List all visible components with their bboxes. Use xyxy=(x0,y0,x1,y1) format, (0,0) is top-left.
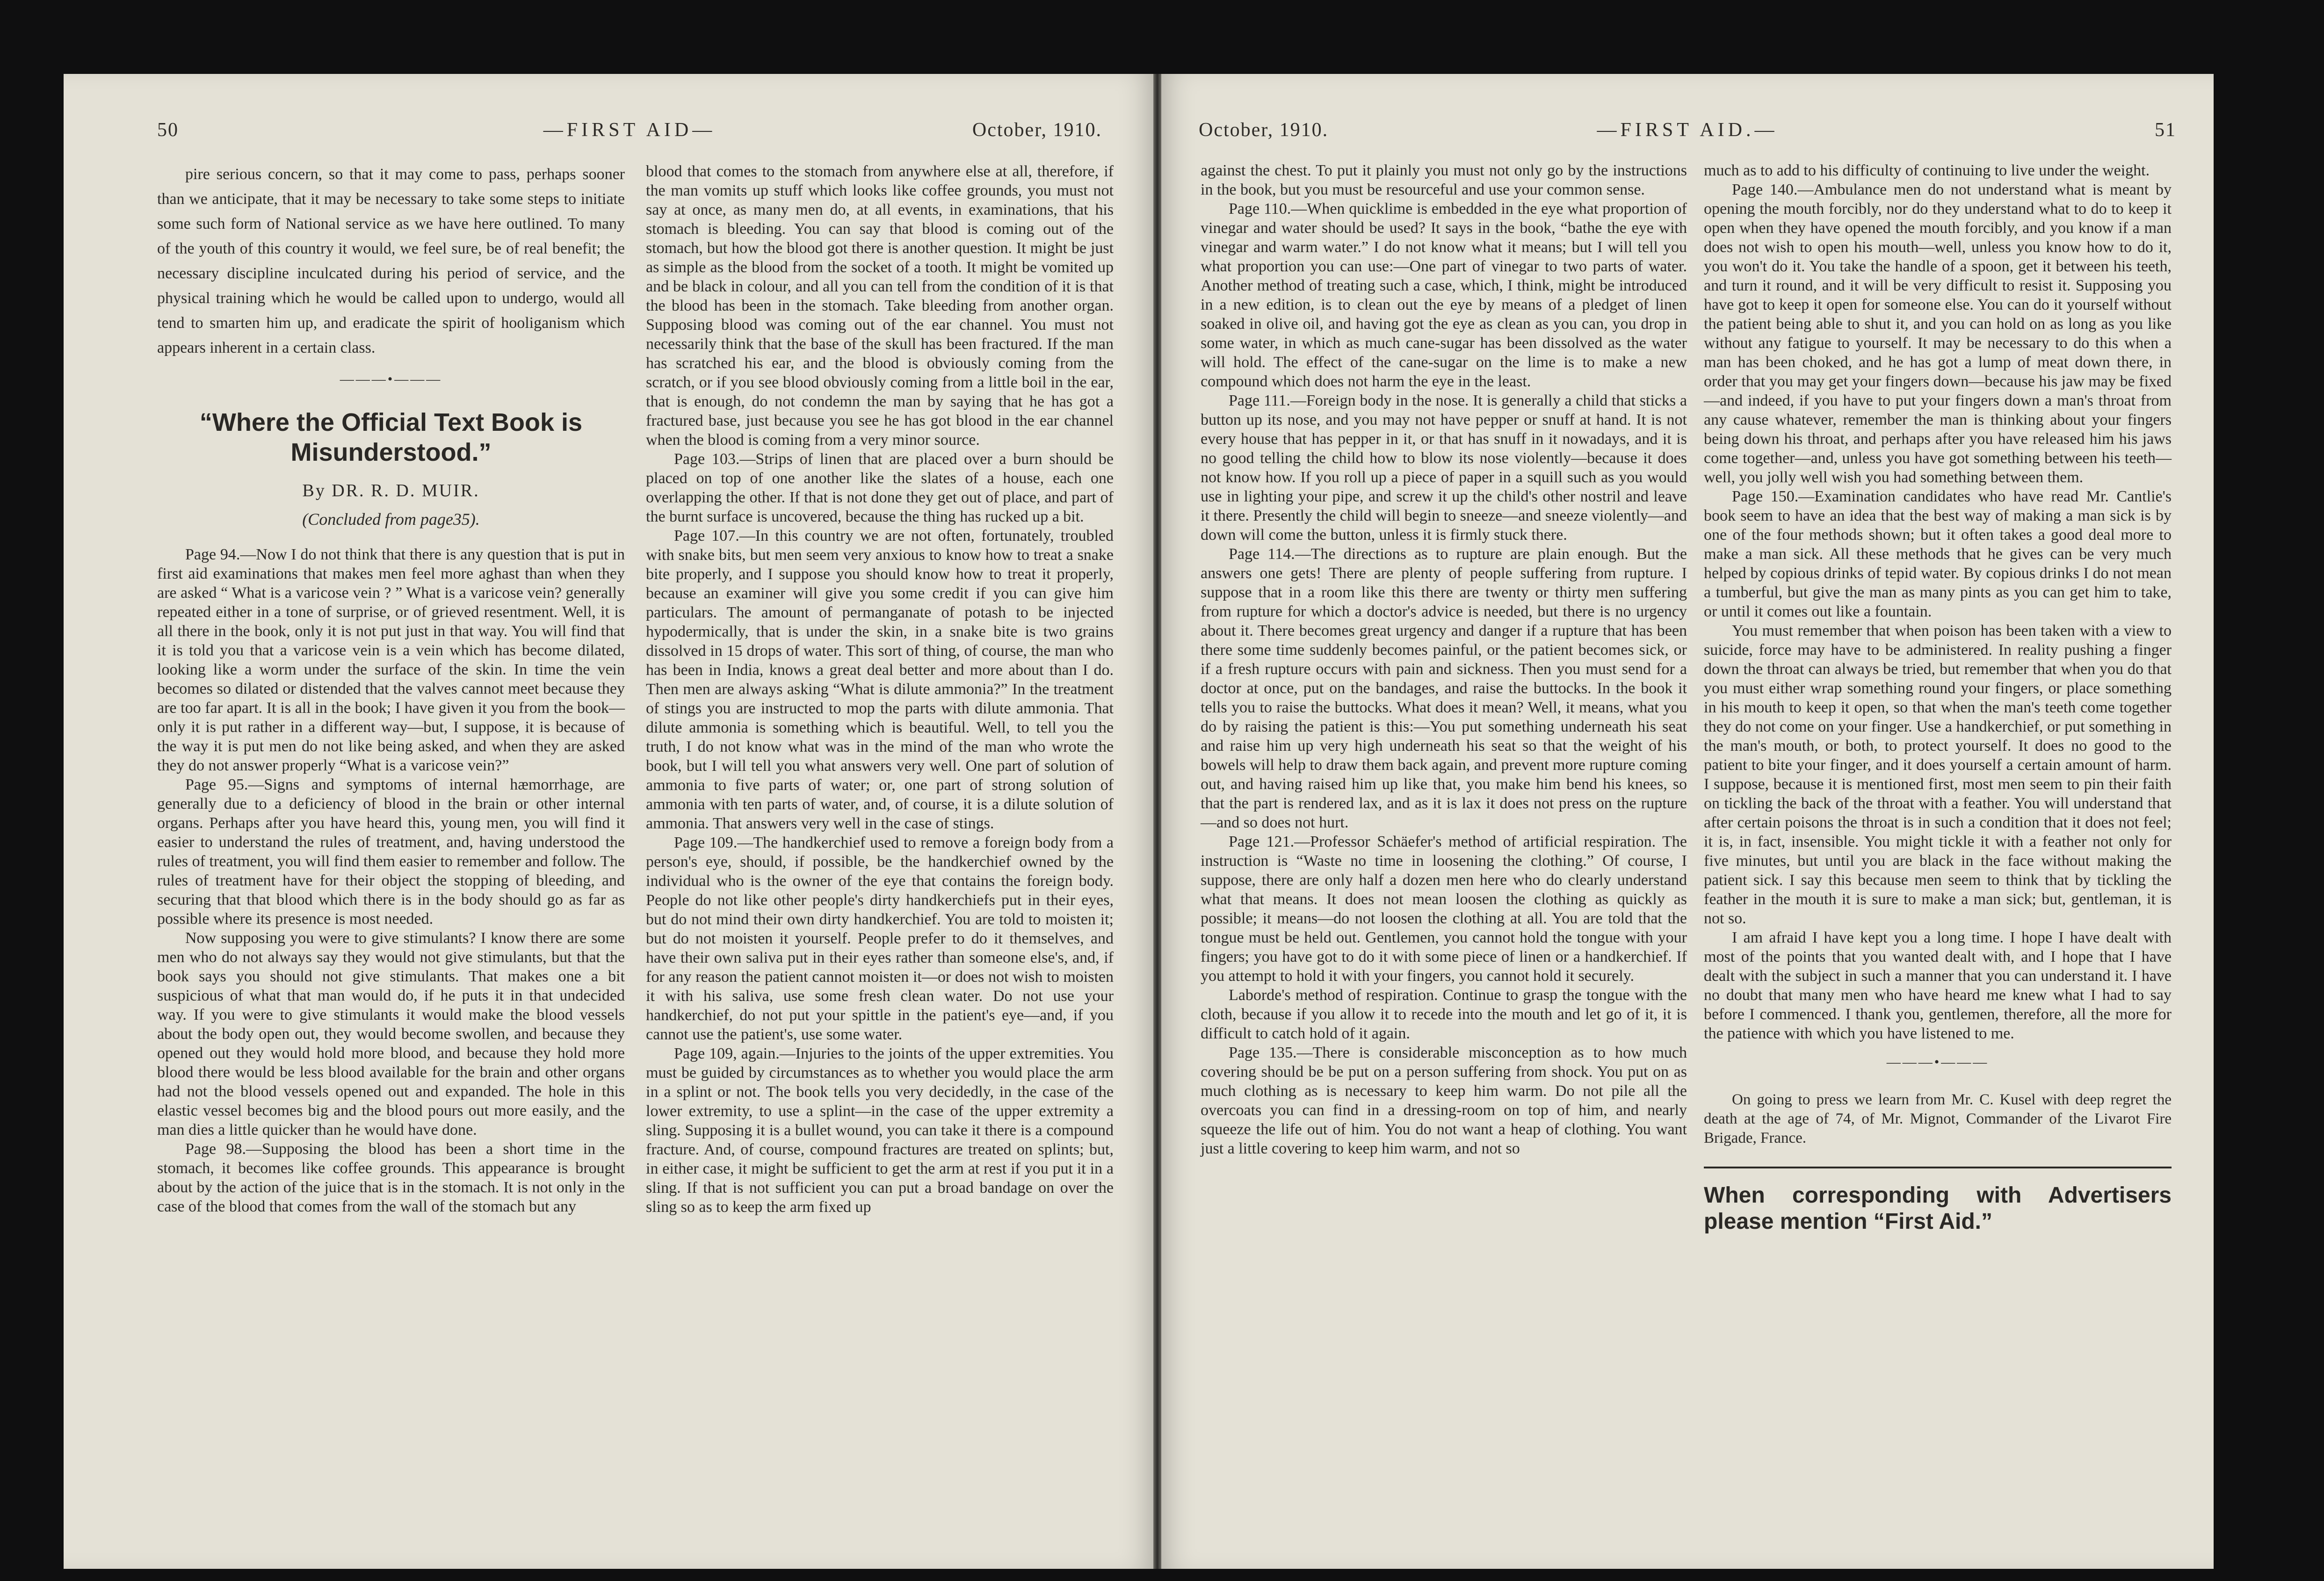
separator: ———•——— xyxy=(340,371,442,387)
running-head-left xyxy=(157,119,1102,152)
left-page xyxy=(64,74,1153,1569)
right-column-2 xyxy=(1704,161,2172,1235)
book-gutter xyxy=(1153,74,1161,1569)
masthead: —FIRST AID.— xyxy=(1597,119,1778,141)
paragraph: Now supposing you were to give stimulants? I know there are some men who do not always say they would not give stimulants, but that the book says you should not give stimulants. That makes one a bit suspicious of what that man would do, if he puts it in that undecided way. If you were to give stimulants it would make the blood vessels about the body open out, they would become swollen, and because they opened out they would hold more blood, and because they hold more blood there would be less blood available for the brain and other organs had not the blood vessels opened out and expanded. The hole in this elastic vessel becomes big and the blood pours out more easily, and the man dies a little quicker than he would have done. xyxy=(157,929,625,1139)
editorial-tail: pire serious concern, so that it may come to pass, perhaps sooner than we anticipate, that it may be necessary to take some steps to initiate some such form of National service as we have here outlined. To many of the youth of this country it would, we feel sure, be of real benefit; the necessary discipline inculcated during his period of service, and the physical training which he would be called upon to undergo, would all tend to smarten him up, and eradicate the spirit of hooliganism which appears inherent in a certain class. xyxy=(157,166,625,356)
paragraph: Laborde's method of respiration. Continue to grasp the tongue with the cloth, because if you allow it to recede into the mouth and let go of it, it is difficult to catch hold of it again. xyxy=(1201,986,1687,1042)
page-number: 50 xyxy=(157,119,179,141)
page-number: 51 xyxy=(2155,119,2176,141)
paragraph: Page 95.—Signs and symptoms of internal hæmorrhage, are generally due to a deficiency of blood in the brain or other internal organs. Perhaps after you have heard this, young men, you will find it easier to understand the rules of treatment, and, having understood the rules of treatment, you will find them easier to remember and follow. The rules of treatment have for their object the stopping of bleeding, and securing that that blood which there is in the body should go as far as possible where its presence is most needed. xyxy=(157,776,625,928)
continuation-note: (Concluded from page35). xyxy=(302,510,480,529)
paragraph: Page 150.—Examination candidates who have read Mr. Cantlie's book seem to have an idea that the best way of making a man sick is by one of the four methods shown; but it often takes a good deal more to make a man sick. All these methods that he gives can be very much helped by copious drinks of tepid water. By copious drinks I do not mean a tumberful, but give the man as many pints as you can get him to take, or until it comes out like a fountain. xyxy=(1704,488,2172,620)
paragraph: blood that comes to the stomach from anywhere else at all, therefore, if the man vomits up stuff which looks like coffee grounds, you must not say at once, as many men do, at all events, in examinations, that his stomach is bleeding. You can say that blood is coming out of the stomach, but how the blood got there is another question. It might be just as simple as the blood from the socket of a tooth. It might be vomited up and be black in colour, and all you can tell from the condition of it is that the blood has been in the stomach. Take bleeding from another organ. Supposing blood was coming out of the ear channel. You must not necessarily think that the base of the skull has been fractured. If the man has scratched his ear, and the blood is obviously coming from the scratch, or if you see blood obviously coming from a little boil in the ear, that is enough, do not condemn the man by saying that he has got a fractured base, just because you see he has got blood in the ear channel when the blood is coming from a very minor source. xyxy=(646,163,1114,449)
left-column-2 xyxy=(646,162,1114,1217)
advertiser-notice: When corresponding with Advertisers please mention “First Aid.” xyxy=(1704,1167,2172,1235)
issue-date: October, 1910. xyxy=(1199,119,1329,141)
paragraph: Page 103.—Strips of linen that are placed over a burn should be placed on top of one another like the slates of a house, each one overlapping the other. If that is not done they get out of place, and part of the burnt surface is uncovered, because the thing has rucked up a bit. xyxy=(646,450,1114,525)
paragraph: against the chest. To put it plainly you must not only go by the instructions in the book, but you must be resourceful and use your common sense. xyxy=(1201,162,1687,198)
left-column-1 xyxy=(157,162,625,1216)
obituary-notice: On going to press we learn from Mr. C. Kusel with deep regret the death at the age of 74, of Mr. Mignot, Commander of the Livarot Fire Brigade, France. xyxy=(1704,1091,2172,1146)
separator: ———•——— xyxy=(1886,1054,1989,1070)
paragraph: Page 107.—In this country we are not often, fortunately, troubled with snake bits, but men seem very anxious to know how to treat a snake bite properly, and I suppose you should know how to treat it properly, because an examiner will give you some credit if you can give him particulars. The amount of permanganate of potash to be injected hypodermically, that is under the skin, in a snake bite is two grains dissolved in 15 drops of water. This sort of thing, of course, the man who has been in India, knows a great deal better and more about than I do. Then men are always asking “What is dilute ammonia?” In the treatment of stings you are instructed to mop the parts with dilute ammonia. That dilute ammonia is something which is beautiful. Well, to tell you the truth, I do not know what was in the mind of the man who wrote the book, but I will tell you what answers very well. One part of solution of ammonia to five parts of water; or, one part of strong solution of ammonia with ten parts of water, and, of course, it is a dilute solution of ammonia. That answers very well in the case of stings. xyxy=(646,527,1114,832)
paragraph: Page 98.—Supposing the blood has been a short time in the stomach, it becomes like coffee grounds. This appearance is brought about by the action of the juice that is in the stomach. It is not only in the case of the blood that comes from the wall of the stomach but any xyxy=(157,1140,625,1215)
paragraph: You must remember that when poison has been taken with a view to suicide, force may have to be administered. In reality pushing a finger down the throat can always be tried, but remember that when you do that you must either wrap something round your fingers, or place something in his mouth to keep it open, so that when the man's teeth come together they do not come on your finger. Use a handkerchief, or put something in the man's mouth, or both, to protect yourself. It does no good to the patient to bite your finger, and it does yourself a certain amount of harm. I suppose, because it is mentioned first, most men seem to pin their faith on tickling the back of the throat with a feather. You will understand that after certain poisons the throat is in such a condition that it does not feel; it is, in fact, insensible. You might tickle it with a feather not only for five minutes, but until you are black in the face without making the patient sick. I say this because men seem to think that by tickling the feather in the mouth it is sure to make a man sick; but, gentleman, it is not so. xyxy=(1704,622,2172,927)
paragraph: Page 94.—Now I do not think that there is any question that is put in first aid examinations that makes men feel more aghast than when they are asked “ What is a varicose vein ? ” What is a varicose vein? generally repeated either in a tone of surprise, or of grieved resentment. Well, it is all there in the book, only it is not put just in that way. You will find that it is told you that a varicose vein is a vein which has become dilated, looking like a worm under the surface of the skin. In time the vein becomes so dilated or distended that the valves cannot meet because they are too far apart. It is all in the book; I have given it you from the book—only it is put rather in a different way—but, I suppose, it is because of the way it is put men do not like being asked, and when they are asked they do not answer properly “What is a varicose vein?” xyxy=(157,546,625,774)
paragraph: Page 140.—Ambulance men do not understand what is meant by opening the mouth forcibly, nor do they understand what to do to keep it open when they have opened the mouth forcibly, and you know if a man does not wish to open his mouth—well, unless you know how to do it, you won't do it. You take the handle of a spoon, get it between his teeth, and turn it round, and it will be very difficult to resist it. Supposing you have got to keep it open for someone else. You can do it yourself without the patient being able to shut it, and you can hold on as long as you like without any fatigue to yourself. It may be necessary to do this when a man has been choked, and he has got a lump of meat down there, in order that you may get your fingers down—because his jaw may be fixed—and indeed, if you have to put your fingers down a man's throat from any cause whatever, remember the man is thinking about your fingers being down his throat, and perhaps after you have released him his jaws come together—and, unless you have got something between his teeth—well, you jolly well wish you had something between them. xyxy=(1704,181,2172,486)
byline: By DR. R. D. MUIR. xyxy=(302,481,480,500)
paragraph: Page 121.—Professor Schäefer's method of artificial respiration. The instruction is “Waste no time in loosening the clothing.” Of course, I suppose, there are only half a dozen men here who do clearly understand what that means. It does not mean loosen the clothing as quickly as possible; it means—do not loosen the clothing at all. You are told that the tongue must be held out. Gentlemen, you cannot hold the tongue with your fingers; you have got to do it with some piece of linen or a handkerchief. If you attempt to hold it with your fingers, you cannot hold it securely. xyxy=(1201,833,1687,985)
right-column-1 xyxy=(1201,161,1687,1158)
paragraph: Page 114.—The directions as to rupture are plain enough. But the answers one gets! There are plenty of people suffering from rupture. I suppose that in a room like this there are twenty or thirty men suffering from rupture for which a doctor's advice is needed, but there is no urgency about it. There becomes great urgency and danger if a rupture that has been there some time suddenly becomes painful, or the patient becomes sick, or if a fresh rupture occurs with pain and sickness. Then you must send for a doctor at once, put on the bandages, and raise the buttocks. In the book it tells you to raise the buttocks. What does it mean? Well, it means, what you do by raising the patient is this:—You put something underneath his seat and raise him up very high underneath his seat so that the weight of his bowels will help to draw them back again, and prevent more rupture coming out, and having raised him up like that, you make him bend his knees, so that the part is rendered lax, and as it is lax it does not press on the rupture—and so does not hurt. xyxy=(1201,545,1687,831)
article-title: “Where the Official Text Book is Misunderstood.” xyxy=(199,408,583,466)
masthead: —FIRST AID— xyxy=(543,119,716,141)
running-head-right xyxy=(1199,119,2176,152)
issue-date: October, 1910. xyxy=(972,119,1102,141)
right-page xyxy=(1161,74,2214,1569)
paragraph: Page 109, again.—Injuries to the joints of the upper extremities. You must be guided by circumstances as to whether you would place the arm in a splint or not. The book tells you very decidedly, in the case of the lower extremity, to use a splint—in the case of the upper extremity a sling. Supposing it is a bullet wound, you can take it there is a compound fracture. And, of course, compound fractures are treated on splints; but, in either case, it might be sufficient to get the arm at rest if you put it in a sling. If that is not sufficient you can put a broad bandage on over the sling so as to keep the arm fixed up xyxy=(646,1045,1114,1216)
paragraph: Page 111.—Foreign body in the nose. It is generally a child that sticks a button up its nose, and you may not have pepper or snuff at hand. It is not every house that has pepper in it, or that has snuff in it nowadays, and it is no good telling the child how to blow its nose violently—because it does not know how. If you roll up a piece of paper in a squill such as you would use in lighting your pipe, and screw it up the child's other nostril and leave it there. Presently the child will begin to sneeze—and sneeze violently—and down will come the button, unless it is firmly stuck there. xyxy=(1201,392,1687,544)
paragraph: Page 109.—The handkerchief used to remove a foreign body from a person's eye, should, if possible, be the handkerchief owned by the individual who is the owner of the eye that contains the foreign body. People do not like other people's dirty handkerchiefs put in their eyes, but do not mind their own dirty handkerchief. You are told to moisten it; but do not moisten it yourself. People prefer to do it themselves, and have their own saliva put in their eyes rather than someone else's, and, if for any reason the patient cannot moisten it—or does not wish to moisten it with his saliva, use some fresh clean water. Do not use your handkerchief, do not put your spittle in the patient's eye—and, if you cannot use the patient's, use some water. xyxy=(646,834,1114,1043)
paragraph: much as to add to his difficulty of continuing to live under the weight. xyxy=(1704,162,2150,179)
paragraph: I am afraid I have kept you a long time. I hope I have dealt with most of the points that you wanted dealt with, and I hope that I have dealt with the subject in such a manner that you can understand it. I have no doubt that many men who have heard me knew what I had to say before I commenced. I thank you, gentlemen, therefore, all the more for the patience with which you have listened to me. xyxy=(1704,929,2172,1042)
paragraph: Page 110.—When quicklime is embedded in the eye what proportion of vinegar and water should be used? It says in the book, “bathe the eye with vinegar and warm water.” I do not know what it means; but I will tell you what proportion you can use:—One part of vinegar to two parts of water. Another method of treating such a case, which, I think, might be introduced in a new edition, is to clean out the eye by means of a pledget of linen soaked in olive oil, and having got the eye as clean as you can, you drop in some water, in which as much cane-sugar has been dissolved as the water will hold. The effect of the cane-sugar on the lime is to make a new compound which does not harm the eye in the least. xyxy=(1201,200,1687,390)
paragraph: Page 135.—There is considerable misconception as to how much covering should be be put on a person suffering from shock. You put on as much clothing as is necessary to keep him warm. Do not pile all the overcoats you can find in a dressing-room on top of him, and nearly squeeze the life out of him. You do not want a heap of clothing. You want just a little covering to keep him warm, and not so xyxy=(1201,1044,1687,1157)
